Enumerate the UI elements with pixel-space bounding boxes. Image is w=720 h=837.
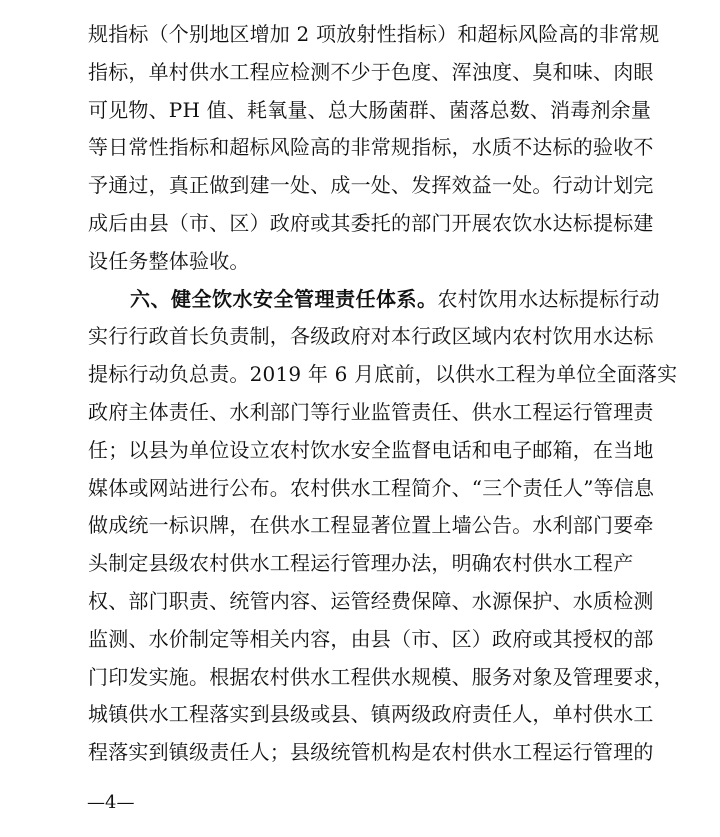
text-line: 提标行动负总责。2019 年 6 月底前，以供水工程为单位全面落实 — [88, 362, 678, 387]
text-line: 指标，单村供水工程应检测不少于色度、浑浊度、臭和味、肉眼 — [88, 59, 654, 84]
text-line: 成后由县（市、区）政府或其委托的部门开展农饮水达标提标建 — [88, 210, 654, 235]
text-line: 头制定县级农村供水工程运行管理办法，明确农村供水工程产 — [88, 551, 634, 576]
document-body — [88, 16, 678, 772]
text-line: 可见物、PH 值、耗氧量、总大肠菌群、菌落总数、消毒剂余量 — [88, 97, 652, 122]
text-line-rest: 农村饮用水达标提标行动 — [437, 286, 660, 311]
text-line: 任；以县为单位设立农村饮水安全监督电话和电子邮箱，在当地 — [88, 437, 654, 462]
text-line: 政府主体责任、水利部门等行业监管责任、供水工程运行管理责 — [88, 399, 654, 424]
section-heading: 六、健全饮水安全管理责任体系。 — [130, 286, 438, 311]
text-line: 监测、水价制定等相关内容，由县（市、区）政府或其授权的部 — [88, 626, 654, 651]
page-number: —4— — [87, 792, 135, 813]
text-line: 门印发实施。根据农村供水工程供水规模、服务对象及管理要求， — [88, 664, 674, 689]
text-line: 做成统一标识牌，在供水工程显著位置上墙公告。水利部门要牵 — [88, 513, 654, 538]
text-line: 设任务整体验收。 — [88, 248, 250, 273]
text-line — [88, 281, 660, 319]
text-line: 权、部门职责、统管内容、运管经费保障、水源保护、水质检测 — [88, 588, 654, 613]
text-line: 程落实到镇级责任人；县级统管机构是农村供水工程运行管理的 — [88, 740, 654, 765]
text-line: 等日常性指标和超标风险高的非常规指标，水质不达标的验收不 — [88, 135, 654, 160]
text-line: 媒体或网站进行公布。农村供水工程简介、“三个责任人”等信息 — [88, 475, 655, 500]
text-line: 实行行政首长负责制，各级政府对本行政区域内农村饮用水达标 — [88, 324, 654, 349]
paragraph-1 — [88, 16, 660, 281]
text-line: 予通过，真正做到建一处、成一处、发挥效益一处。行动计划完 — [88, 173, 654, 198]
text-line: 规指标（个别地区增加 2 项放射性指标）和超标风险高的非常规 — [88, 22, 660, 46]
paragraph-2 — [88, 281, 678, 772]
text-line: 城镇供水工程落实到县级或县、镇两级政府责任人，单村供水工 — [88, 702, 654, 727]
